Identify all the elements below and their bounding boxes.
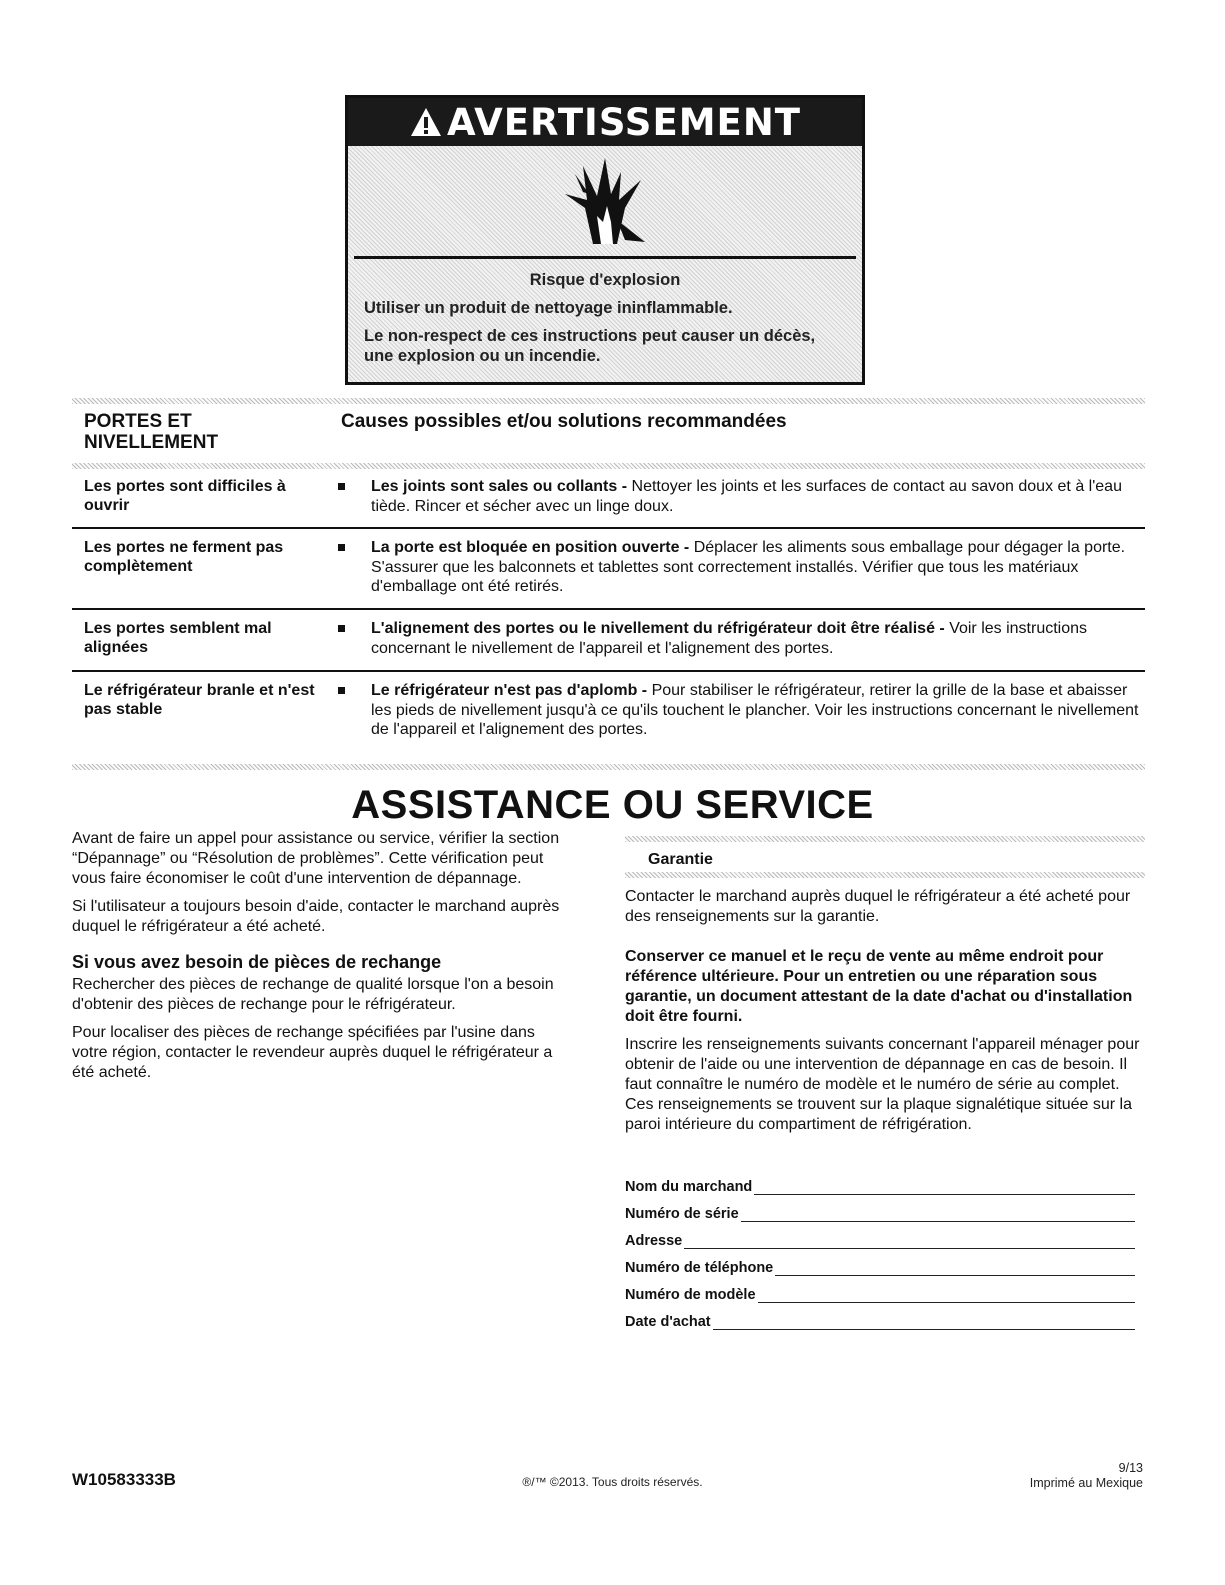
table-bottom-shade: [72, 764, 1145, 770]
warning-pictogram: [354, 146, 856, 259]
help-paragraph: Si l'utilisateur a toujours besoin d'aide, contacter le marchand auprès duquel le réfrigérateur a été acheté.: [72, 898, 560, 935]
garantie-bottom-shade: [625, 872, 1145, 878]
warning-title: AVERTISSEMENT: [446, 100, 802, 144]
print-info: [1030, 1461, 1143, 1491]
left-column: [72, 829, 572, 1091]
parts-paragraph-1: Rechercher des pièces de rechange de qualité lorsque l'on a besoin d'obtenir des pièces de rechange pour le réfrigérateur.: [72, 976, 554, 1013]
warning-line-2: Le non-respect de ces instructions peut causer un décès, une explosion ou un incendie.: [364, 327, 816, 365]
table-header-left: PORTES ET NIVELLEMENT: [84, 411, 219, 453]
address-field: Adresse: [625, 1229, 1135, 1249]
serial-number-field: Numéro de série: [625, 1202, 1135, 1222]
problem-label: Les portes sont difficiles à ouvrir: [84, 478, 286, 514]
problem-label: Le réfrigérateur branle et n'est pas stable: [84, 682, 315, 718]
warning-text: [348, 259, 862, 366]
row-divider: [72, 527, 1145, 529]
risk-title: Risque d'explosion: [529, 271, 681, 289]
table-header-shade: [72, 463, 1145, 469]
copyright: ®/™ ©2013. Tous droits réservés.: [522, 1475, 703, 1489]
garantie-label: Garantie: [648, 851, 713, 868]
parts-paragraph-2: Pour localiser des pièces de rechange spécifiées par l'usine dans votre région, contacter le revendeur auprès duquel le réfrigérateur a été acheté.: [72, 1024, 553, 1081]
warning-line-1: Utiliser un produit de nettoyage ininflammable.: [364, 299, 733, 317]
table-top-shade: [72, 398, 1145, 404]
warning-box: [345, 95, 865, 385]
bullet-icon: [338, 687, 345, 694]
table-header-right: Causes possibles et/ou solutions recommandées: [341, 411, 787, 432]
bullet-icon: [338, 625, 345, 632]
record-info-paragraph: Inscrire les renseignements suivants concernant l'appareil ménager pour obtenir de l'aide ou une intervention de dépannage en cas de besoin. Il faut connaître le numéro de modèle et le numéro de série au complet. Ces renseignements se trouvent sur la plaque signalétique située sur la paroi intérieure du compartiment de réfrigération.: [625, 1036, 1140, 1133]
problem-label: Les portes semblent mal alignées: [84, 620, 272, 656]
intro-paragraph: Avant de faire un appel pour assistance ou service, vérifier la section “Dépannage” ou “Résolution de problèmes”. Cette vérification peut vous faire économiser le coût d'une intervention de dépannage.: [72, 830, 560, 887]
dealer-name-field: Nom du marchand: [625, 1175, 1135, 1195]
bullet-icon: [338, 483, 345, 490]
purchase-date-field: Date d'achat: [625, 1310, 1135, 1330]
solution-text: L'alignement des portes ou le nivellement du réfrigérateur doit être réalisé - Voir les instructions concernant le nivellement de l'appareil et l'alignement des portes.: [371, 620, 1088, 657]
solution-text: La porte est bloquée en position ouverte - Déplacer les aliments sous emballage pour dégager la porte. S'assurer que les balconnets et tablettes sont correctement installés. Vérifier que tous les matériaux d'emballage ont été retirés.: [371, 539, 1126, 595]
model-number-field: Numéro de modèle: [625, 1283, 1135, 1303]
keep-manual-notice: Conserver ce manuel et le reçu de vente au même endroit pour référence ultérieure. Pour un entretien ou une réparation sous garantie, un document attestant de la date d'achat ou d'installation doit être fourni.: [625, 948, 1133, 1025]
print-date: 9/13: [1118, 1461, 1143, 1475]
row-divider: [72, 670, 1145, 672]
warning-header: [348, 98, 862, 146]
solution-text: Le réfrigérateur n'est pas d'aplomb - Pour stabiliser le réfrigérateur, retirer la grille de la base et abaisser les pieds de nivellement jusqu'à ce qu'ils touchent le plancher. Voir les instructions concernant le nivellement de l'appareil et l'alignement des portes.: [371, 682, 1139, 738]
printed-in: Imprimé au Mexique: [1029, 1476, 1143, 1490]
garantie-top-shade: [625, 836, 1145, 842]
right-column: [625, 887, 1145, 1143]
parts-heading: Si vous avez besoin de pièces de rechange: [72, 952, 442, 972]
garantie-text: Contacter le marchand auprès duquel le réfrigérateur a été acheté pour des renseignements sur la garantie.: [625, 888, 1131, 925]
warning-triangle-icon: [409, 106, 443, 138]
bullet-icon: [338, 544, 345, 551]
document-code: W10583333B: [72, 1470, 176, 1489]
problem-label: Les portes ne ferment pas complètement: [84, 539, 284, 575]
solution-text: Les joints sont sales ou collants - Nettoyer les joints et les surfaces de contact au savon doux et à l'eau tiède. Rincer et sécher avec un linge doux.: [371, 478, 1122, 515]
row-divider: [72, 608, 1145, 610]
phone-field: Numéro de téléphone: [625, 1256, 1135, 1276]
section-title: ASSISTANCE OU SERVICE: [351, 783, 874, 827]
explosion-icon: [555, 156, 655, 246]
